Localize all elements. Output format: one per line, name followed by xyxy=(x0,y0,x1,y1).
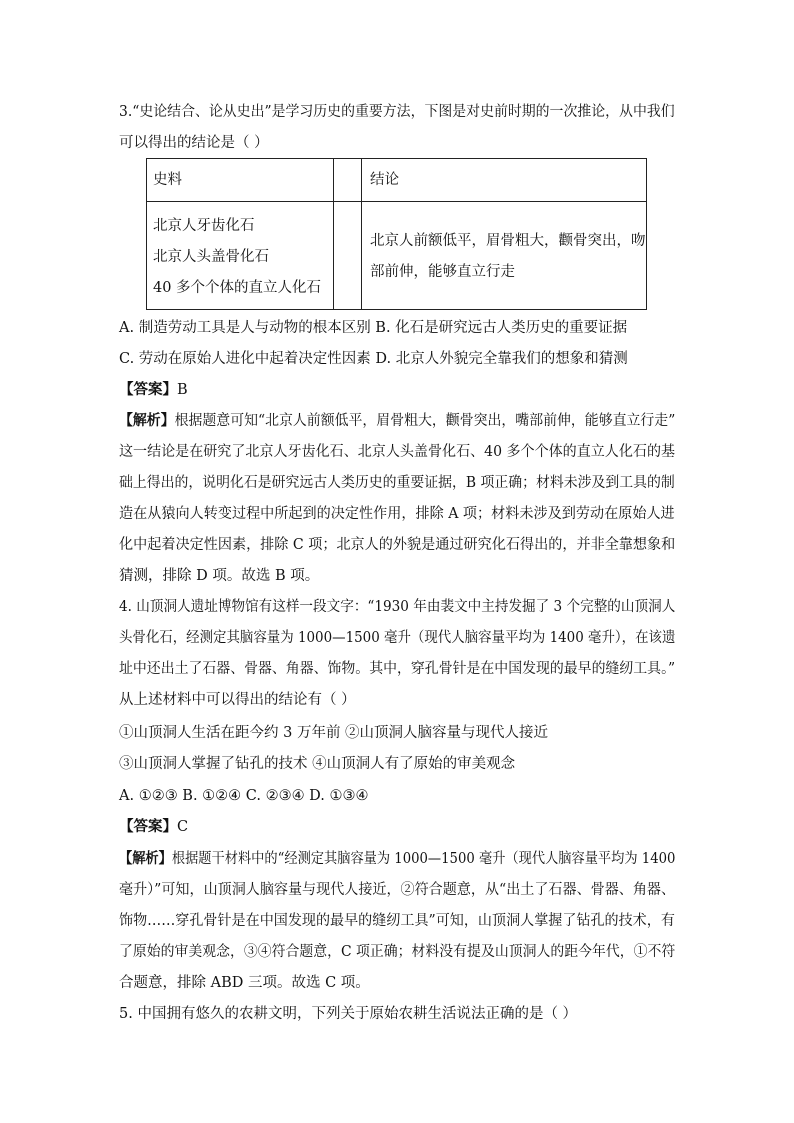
table-header-divider-cell xyxy=(333,159,361,202)
table-column-conclusion xyxy=(362,159,646,309)
q4-stem-line-2: 头骨化石，经测定其脑容量为 1000—1500 毫升（现代人脑容量平均为 1400 毫升），在该遗 xyxy=(119,630,676,646)
q3-analysis-line-5: 化中起着决定性因素，排除 C 项；北京人的外貌是通过研究化石得出的，并非全靠想象和 xyxy=(119,537,676,553)
q3-analysis-line-4: 造在从猿向人转变过程中所起到的决定性作用，排除 A 项；材料未涉及到劳动在原始人进 xyxy=(119,506,675,522)
q3-analysis-line-6: 猜测，排除 D 项。故选 B 项。 xyxy=(119,568,320,584)
q3-stem-line-1: 3.“史论结合、论从史出”是学习历史的重要方法，下图是对史前时期的一次推论，从中我们 xyxy=(119,104,675,120)
q4-stem-line-4: 从上述材料中可以得出的结论有（ ） xyxy=(119,692,356,708)
analysis-text: 根据题干材料中的“经测定其脑容量为 1000—1500 毫升（现代人脑容量平均为 1400 xyxy=(171,851,676,867)
q4-stem-line-1: 4. 山顶洞人遗址博物馆有这样一段文字：“1930 年由裴文中主持发掘了 3 个完整的山顶洞人 xyxy=(119,599,676,615)
table-conclusion-line-1: 北京人前额低平，眉骨粗大，颧骨突出，吻 xyxy=(370,233,646,249)
q4-analysis-line-2: 毫升）”可知，山顶洞人脑容量与现代人接近，②符合题意，从“出土了石器、骨器、角器、 xyxy=(119,882,676,898)
table-source-item: 40 多个个体的直立人化石 xyxy=(153,280,322,296)
answer-label: 【答案】 xyxy=(119,818,177,835)
q3-analysis-line-2: 这一结论是在研究了北京人牙齿化石、北京人头盖骨化石、40 多个个体的直立人化石的基 xyxy=(119,444,676,460)
q4-analysis-line-5: 合题意，排除 ABD 三项。故选 C 项。 xyxy=(119,975,370,991)
q3-analysis-line-1 xyxy=(119,411,675,431)
q3-options-line-2: C. 劳动在原始人进化中起着决定性因素 D. 北京人外貌完全靠我们的想象和猜测 xyxy=(119,351,628,367)
q3-evidence-table xyxy=(146,158,647,310)
q4-statements-line-2: ③山顶洞人掌握了钻孔的技术 ④山顶洞人有了原始的审美观念 xyxy=(119,756,516,772)
q3-options-line-1: A. 制造劳动工具是人与动物的根本区别 B. 化石是研究远古人类历史的重要证据 xyxy=(119,320,628,336)
q4-options: A. ①②③ B. ①②④ C. ②③④ D. ①③④ xyxy=(119,788,369,804)
table-header-sources: 史料 xyxy=(153,172,182,188)
table-column-divider xyxy=(333,159,362,309)
answer-value: B xyxy=(177,382,188,398)
analysis-label: 【解析】 xyxy=(119,412,175,429)
table-source-item: 北京人牙齿化石 xyxy=(153,218,255,234)
q4-stem-line-3: 址中还出土了石器、骨器、角器、饰物。其中，穿孔骨针是在中国发现的最早的缝纫工具。” xyxy=(119,661,676,677)
table-column-sources xyxy=(147,159,334,309)
q4-analysis-line-3: 饰物……穿孔骨针是在中国发现的最早的缝纫工具”可知，山顶洞人掌握了钻孔的技术，有 xyxy=(119,913,675,929)
table-header-conclusion-cell xyxy=(362,159,646,202)
answer-label: 【答案】 xyxy=(119,381,177,398)
q3-analysis-line-3: 础上得出的，说明化石是研究远古人类历史的重要证据，B 项正确；材料未涉及到工具的制 xyxy=(119,475,675,491)
q4-answer xyxy=(119,817,188,837)
table-header-sources-cell xyxy=(147,159,333,202)
analysis-text: 根据题意可知“北京人前额低平，眉骨粗大，颧骨突出，嘴部前伸，能够直立行走” xyxy=(174,413,676,429)
q5-stem: 5. 中国拥有悠久的农耕文明，下列关于原始农耕生活说法正确的是（ ） xyxy=(119,1006,578,1022)
q3-answer xyxy=(119,380,188,400)
table-conclusion-line-2: 部前伸，能够直立行走 xyxy=(370,264,515,280)
table-header-conclusion: 结论 xyxy=(370,172,399,188)
analysis-label: 【解析】 xyxy=(119,850,172,867)
q3-stem-line-2: 可以得出的结论是（ ） xyxy=(119,135,269,151)
q4-analysis-line-4: 了原始的审美观念，③④符合题意，C 项正确；材料没有提及山顶洞人的距今年代，①不符 xyxy=(119,944,676,960)
answer-value: C xyxy=(177,819,189,835)
table-source-item: 北京人头盖骨化石 xyxy=(153,249,269,265)
q4-statements-line-1: ①山顶洞人生活在距今约 3 万年前 ②山顶洞人脑容量与现代人接近 xyxy=(119,725,549,741)
q4-analysis-line-1 xyxy=(119,849,675,869)
